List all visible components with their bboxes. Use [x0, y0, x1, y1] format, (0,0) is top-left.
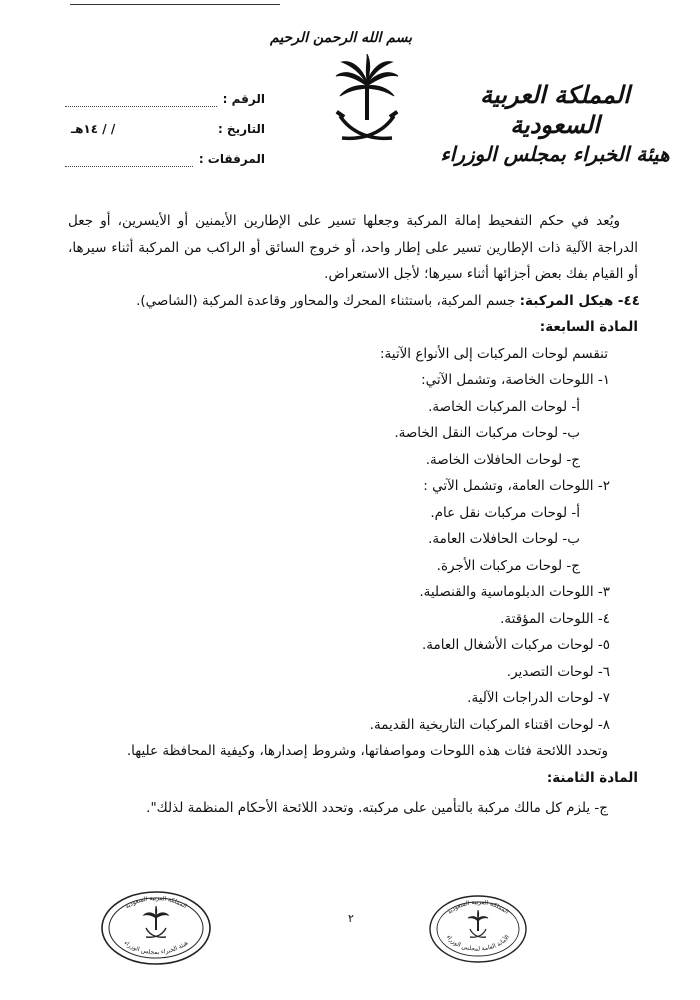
attachments-row: [65, 144, 265, 174]
document-body: [68, 208, 638, 822]
letterhead-title: [440, 80, 670, 168]
seal-left-emblem-icon: [144, 906, 168, 937]
top-rule: [70, 4, 280, 5]
reference-block: [65, 84, 265, 174]
seal-right-top-text: المملكة العربية السعودية: [446, 898, 510, 916]
definition-44: [68, 288, 640, 315]
seal-left-bottom-text: هيئة الخبراء بمجلس الوزراء: [122, 939, 190, 956]
emblem: [270, 30, 412, 152]
authority-name: هيئة الخبراء بمجلس الوزراء: [440, 142, 670, 166]
date-value: / / ١٤هـ: [71, 122, 116, 136]
plate-category: ٣- اللوحات الدبلوماسية والقنصلية.: [419, 584, 610, 600]
date-label: التاريخ :: [217, 122, 265, 136]
palm-swords-icon: [332, 54, 402, 152]
attachments-blank: [65, 154, 193, 167]
plate-category: ٧- لوحات الدراجات الآلية.: [467, 690, 610, 706]
plate-category: ٨- لوحات اقتناء المركبات التاريخية القديمة.: [369, 716, 610, 733]
page-number: ٢: [348, 912, 354, 925]
number-row: [65, 84, 265, 114]
plate-category: ٤- اللوحات المؤقتة.: [500, 610, 610, 627]
drifting-definition-paragraph: ويُعد في حكم التفحيط إمالة المركبة وجعلها تسير على الإطارين الأيمنين أو الأيسرين، أو جعل الدراجة الآلية ذات الإطارين تسير على إطار واحد، أو خروج السائق أو الراكب من المركبة أثناء سيرها، أو القيام بفك بعض أجزائها أثناء سيرها؛ لأجل الاستعراض.: [68, 213, 638, 282]
plate-subcategory: ب- لوحات الحافلات العامة.: [428, 531, 580, 547]
seal-stamp-left: [100, 890, 212, 966]
attachments-label: المرفقات :: [198, 152, 265, 166]
seal-stamp-right: [428, 894, 528, 964]
seal-right-emblem-icon: [468, 910, 488, 937]
plate-category: ٢- اللوحات العامة، وتشمل الآتي :: [423, 478, 610, 494]
plate-subcategory: ب- لوحات مركبات النقل الخاصة.: [394, 425, 580, 441]
date-row: [65, 114, 265, 144]
seal-left-top-text: المملكة العربية السعودية: [124, 894, 189, 911]
definition-term: ٤٤- هيكل المركبة:: [519, 292, 640, 309]
definition-text: جسم المركبة، باستثناء المحرك والمحاور وقاعدة المركبة (الشاصي).: [136, 292, 520, 309]
number-label: الرقم :: [222, 92, 265, 106]
seal-right-bottom-text: الأمانة العامة لمجلس الوزراء: [444, 933, 512, 953]
plate-category: ٦- لوحات التصدير.: [506, 663, 610, 680]
article-8-text: ج- يلزم كل مالك مركبة بالتأمين على مركبته. وتحدد اللائحة الأحكام المنظمة لذلك".: [146, 800, 608, 816]
plate-subcategory: ج- لوحات الحافلات الخاصة.: [425, 451, 580, 468]
number-blank: [65, 94, 217, 107]
plate-subcategory: أ- لوحات المركبات الخاصة.: [428, 398, 580, 415]
article-8-title: المادة الثامنة:: [546, 769, 638, 786]
plate-category: ٥- لوحات مركبات الأشغال العامة.: [421, 637, 610, 653]
plate-subcategory: ج- لوحات مركبات الأجرة.: [436, 557, 580, 574]
plate-subcategory: أ- لوحات مركبات نقل عام.: [430, 504, 580, 521]
basmala: بسم الله الرحمن الرحيم: [270, 30, 412, 46]
article-7-intro: تنقسم لوحات المركبات إلى الأنواع الآتية:: [379, 345, 608, 362]
article-7-closing: وتحدد اللائحة فئات هذه اللوحات ومواصفاتها، وشروط إصدارها، وكيفية المحافظة عليها.: [126, 743, 608, 759]
kingdom-name: المملكة العربية السعودية: [480, 80, 630, 139]
article-7-title: المادة السابعة:: [539, 319, 638, 335]
plate-category: ١- اللوحات الخاصة، وتشمل الآتي:: [421, 372, 610, 388]
